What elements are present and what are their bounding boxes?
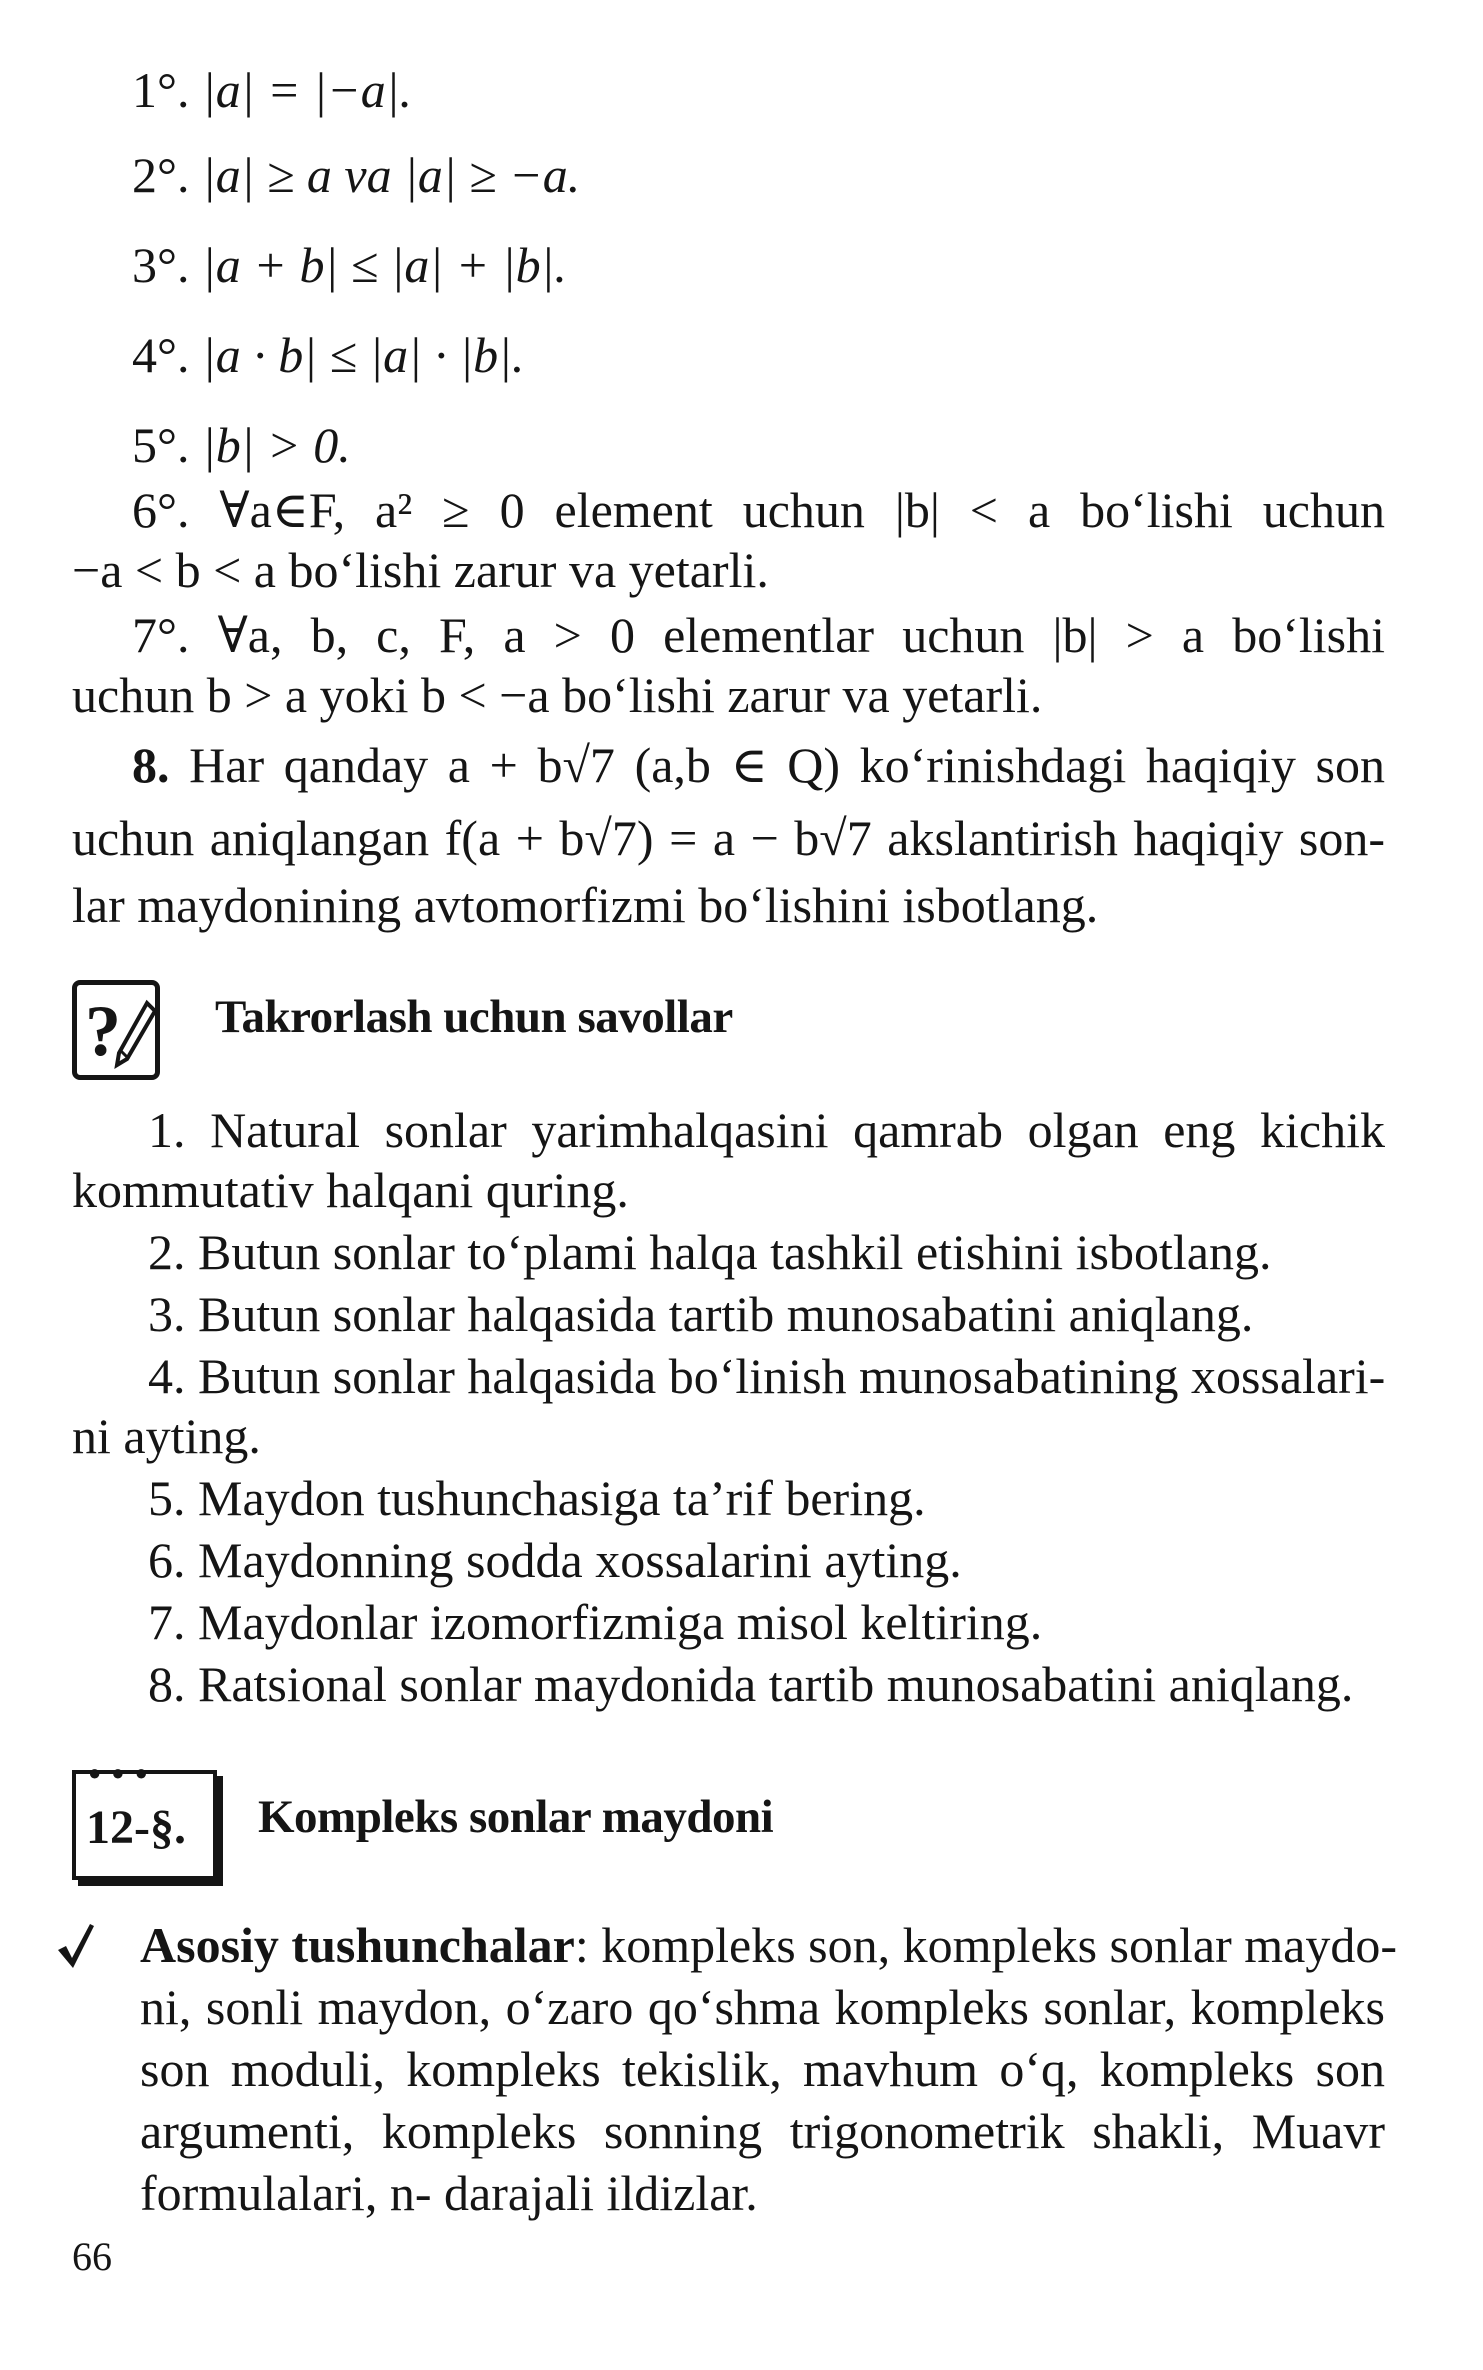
property-formula: |b| > 0. <box>202 417 351 473</box>
review-question-3: 3. Butun sonlar halqasida tartib munosabatini aniqlang. <box>148 1286 1254 1342</box>
binder-rings-icon: ●●● <box>88 1760 158 1785</box>
property-5 <box>132 415 351 475</box>
property-number: 1°. <box>132 62 190 118</box>
exercise-8-line-3: lar maydonining avtomorfizmi bo‘lishini isbotlang. <box>72 877 1099 933</box>
property-1 <box>132 60 412 120</box>
exercise-number: 8. <box>132 737 170 793</box>
question-pencil-icon: ? <box>72 980 160 1080</box>
review-question-1-cont: kommutativ halqani quring. <box>72 1162 629 1218</box>
property-7-line-2: uchun b > a yoki b < −a bo‘lishi zarur va yetarli. <box>72 667 1043 723</box>
property-formula: |a| = |−a|. <box>202 62 412 118</box>
concepts-line-3: son moduli, kompleks tekislik, mavhum o‘q, kompleks son <box>140 2041 1385 2097</box>
property-formula: |a · b| ≤ |a| · |b|. <box>202 327 525 383</box>
review-question-7: 7. Maydonlar izomorfizmiga misol keltiring. <box>148 1594 1043 1650</box>
review-question-6: 6. Maydonning sodda xossalarini ayting. <box>148 1532 962 1588</box>
review-question-4: 4. Butun sonlar halqasida bo‘linish munosabatining xossalari- <box>148 1348 1386 1404</box>
concepts-label: Asosiy tushunchalar <box>140 1917 575 1973</box>
page-number: 66 <box>72 2234 112 2279</box>
section-number: 12-§. <box>86 1801 186 1854</box>
property-number: 3°. <box>132 237 190 293</box>
review-question-4-cont: ni ayting. <box>72 1408 261 1464</box>
review-question-5: 5. Maydon tushunchasiga ta’rif bering. <box>148 1470 926 1526</box>
property-number: 5°. <box>132 417 190 473</box>
exercise-8-line-2: uchun aniqlangan f(a + b√7) = a − b√7 akslantirish haqiqiy son- <box>72 810 1385 866</box>
section-title: Kompleks sonlar maydoni <box>258 1791 774 1843</box>
exercise-8-line-1 <box>132 735 1385 795</box>
property-7-line-1: 7°. ∀a, b, c, F, a > 0 elementlar uchun |b| > a bo‘lishi <box>132 607 1385 663</box>
exercise-text: Har qanday a + b√7 (a,b ∈ Q) ko‘rinishdagi haqiqiy son <box>189 737 1386 793</box>
property-2 <box>132 145 580 205</box>
checkmark-icon <box>56 1920 96 1970</box>
property-3 <box>132 235 567 295</box>
concepts-line-1 <box>140 1915 1397 1975</box>
review-question-1: 1. Natural sonlar yarimhalqasini qamrab olgan eng kichik <box>148 1102 1385 1158</box>
section-number-box <box>72 1760 217 1880</box>
property-4 <box>132 325 524 385</box>
review-question-2: 2. Butun sonlar to‘plami halqa tashkil etishini isbotlang. <box>148 1224 1272 1280</box>
concepts-line-4: argumenti, kompleks sonning trigonometrik shakli, Muavr <box>140 2103 1385 2159</box>
property-formula: |a + b| ≤ |a| + |b|. <box>202 237 567 293</box>
review-heading: Takrorlash uchun savollar <box>215 991 733 1043</box>
property-number: 4°. <box>132 327 190 383</box>
concepts-line-2: ni, sonli maydon, o‘zaro qo‘shma kompleks sonlar, kompleks <box>140 1979 1385 2035</box>
review-question-8: 8. Ratsional sonlar maydonida tartib munosabatini aniqlang. <box>148 1656 1354 1712</box>
property-6-line-1: 6°. ∀a∈F, a² ≥ 0 element uchun |b| < a bo‘lishi uchun <box>132 482 1385 538</box>
property-number: 2°. <box>132 147 190 203</box>
property-6-line-2: −a < b < a bo‘lishi zarur va yetarli. <box>72 542 769 598</box>
concepts-line-5: formulalari, n- darajali ildizlar. <box>140 2165 758 2221</box>
property-formula: |a| ≥ a va |a| ≥ −a. <box>202 147 581 203</box>
concepts-text: : kompleks son, kompleks sonlar maydo- <box>574 1917 1397 1973</box>
